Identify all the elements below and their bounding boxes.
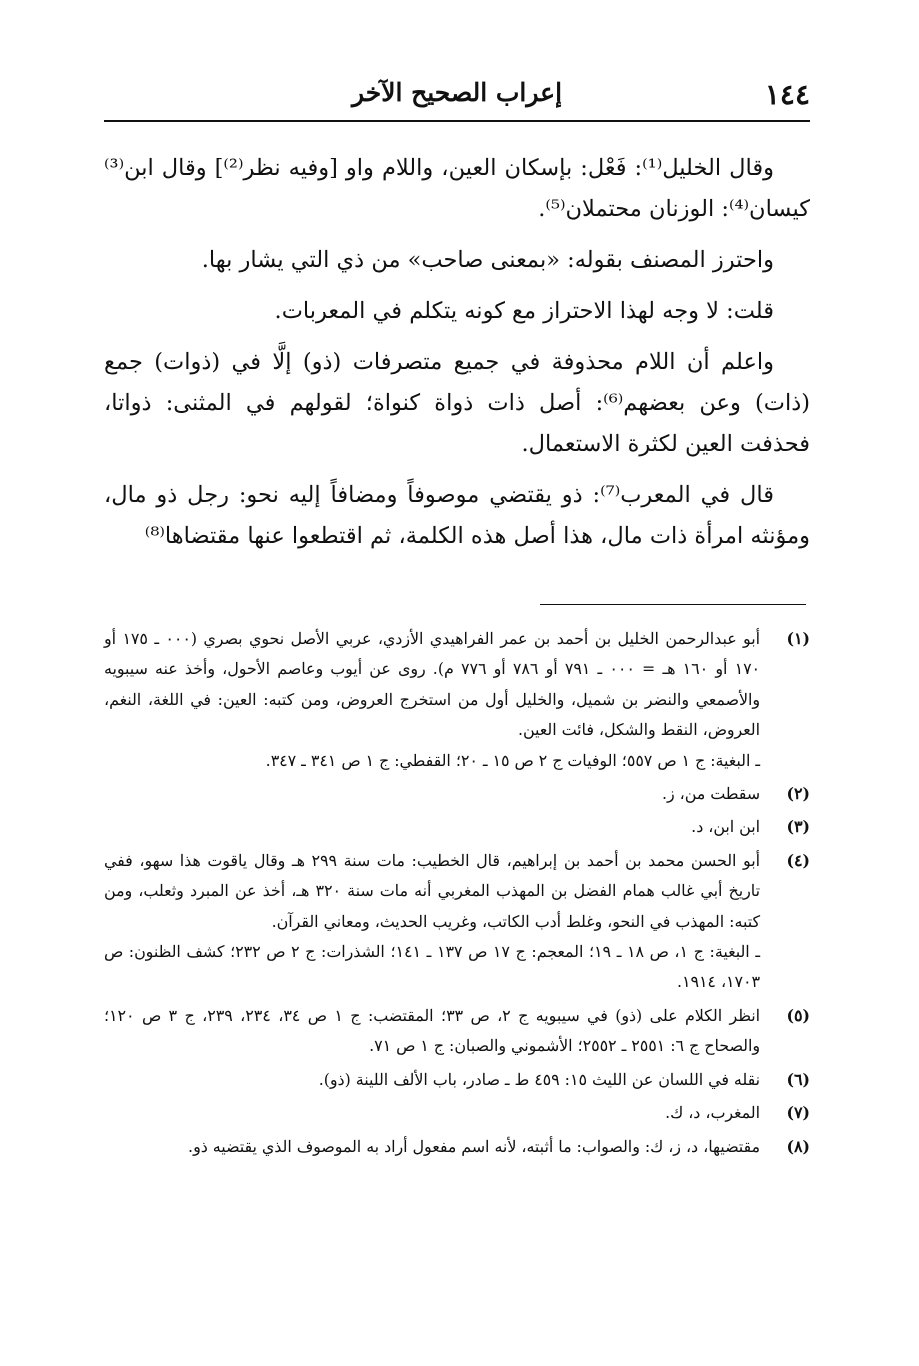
footnote-separator [540, 604, 806, 605]
footnote-text: نقله في اللسان عن الليث ١٥: ٤٥٩ ط ـ صادر، باب الألف اللينة (ذو). [318, 1069, 760, 1089]
footnotes [104, 624, 810, 1165]
footnote [104, 1098, 810, 1128]
footnote-number: (٥) [786, 1005, 810, 1025]
running-title: إعراب الصحيح الآخر [351, 78, 563, 107]
footnote-text: أبو عبدالرحمن الخليل بن أحمد بن عمر الفراهيدي الأزدي، عربي الأصل نحوي بصري (٠٠٠ ـ ١٧٥ أو ١٧٠ أو ١٦٠ هـ = ٠٠٠ ـ ٧٩١ أو ٧٨٦ أو ٧٧٦ م). روى عن أيوب وعاصم الأحول، وأخذ عنه سيبويه والأصمعي والنضر بن شميل، والخليل أول من استخرج العروض، ومن كتبه: العين: في اللغة، النغم، العروض، النقط والشكل، فائت العين. [104, 629, 761, 740]
footnote [104, 846, 810, 998]
footnote-text: مقتضيها، د، ز، ك: والصواب: ما أثبته، لأنه اسم مفعول أراد به الموصوف الذي يقتضيه ذو. [188, 1136, 760, 1156]
footnote-source: ـ البغية: ج ١ ص ٥٥٧؛ الوفيات ج ٢ ص ١٥ ـ ٢٠؛ القفطي: ج ١ ص ٣٤١ ـ ٣٤٧. [265, 750, 760, 770]
footnote-text: ابن ابن، د. [691, 817, 760, 837]
main-text [104, 148, 810, 567]
footnote [104, 1132, 810, 1162]
paragraph-ihtaraz: واحترز المصنف بقوله: «بمعنى صاحب» من ذي التي يشار بها. [201, 247, 774, 273]
footnote [104, 1001, 810, 1062]
footnote-number: (٤) [786, 850, 810, 870]
paragraph-wa-alam: واعلم أن اللام محذوفة في جميع متصرفات (ذو) إلَّا في (ذوات) جمع (ذات) وعن بعضهم⁽⁶⁾: أصل ذات ذواة كنواة؛ لقولهم في المثنى: ذواتا، فحذفت العين لكثرة الاستعمال. [104, 349, 811, 457]
paragraph-qultu: قلت: لا وجه لهذا الاحتراز مع كونه يتكلم في المعربات. [274, 298, 774, 324]
footnote-number: (٣) [786, 817, 810, 837]
footnote-source: ـ البغية: ج ١، ص ١٨ ـ ١٩؛ المعجم: ج ١٧ ص ١٣٧ ـ ١٤١؛ الشذرات: ج ٢ ص ٢٣٢؛ كشف الظنون: ص ١٧٠٣، ١٩١٤. [104, 942, 760, 992]
footnote [104, 812, 810, 842]
footnote-number: (٦) [786, 1069, 810, 1089]
page-number: ١٤٤ [764, 78, 810, 111]
footnote-text: المغرب، د، ك. [665, 1103, 760, 1123]
footnote-text: سقطت من، ز. [662, 784, 760, 804]
header-rule [104, 120, 810, 122]
footnote-number: (٨) [786, 1136, 810, 1156]
footnote-number: (٢) [786, 784, 810, 804]
footnote-text: أبو الحسن محمد بن أحمد بن إبراهيم، قال الخطيب: مات سنة ٢٩٩ هـ وقال ياقوت هذا سهو، ففي تاريخ أبي غالب همام الفضل بن المهذب المغربي أنه مات سنة ٣٢٠ هـ، أخذ عن المبرد وثعلب، ومن كتبه: المهذب في النحو، وغلط أدب الكاتب، وغريب الحديث، ومعاني القرآن. [104, 850, 760, 931]
page-header [104, 78, 810, 118]
footnote-text: انظر الكلام على (ذو) في سيبويه ج ٢، ص ٣٣؛ المقتضب: ج ١ ص ٣٤، ٢٣٤، ٢٣٩، ج ٣ ص ١٢٠؛ والصحاح ج ٦: ٢٥٥١ ـ ٢٥٥٢؛ الأشموني والصبان: ج ١ ص ٧١. [104, 1005, 760, 1056]
footnote-number: (١) [786, 629, 810, 648]
footnote-number: (٧) [786, 1103, 810, 1123]
footnote [104, 1065, 810, 1095]
footnote [104, 624, 810, 776]
paragraph-khalil: وقال الخليل⁽¹⁾: فَعْل: بإسكان العين، واللام واو [وفيه نظر⁽²⁾] وقال ابن⁽³⁾ كيسان⁽⁴⁾: الوزنان محتملان⁽⁵⁾. [104, 155, 810, 222]
footnote [104, 779, 810, 809]
paragraph-muarrab: قال في المعرب⁽⁷⁾: ذو يقتضي موصوفاً ومضافاً إليه نحو: رجل ذو مال، ومؤنثه امرأة ذات مال، هذا أصل هذه الكلمة، ثم اقتطعوا عنها مقتضاها⁽⁸⁾ [104, 482, 810, 549]
